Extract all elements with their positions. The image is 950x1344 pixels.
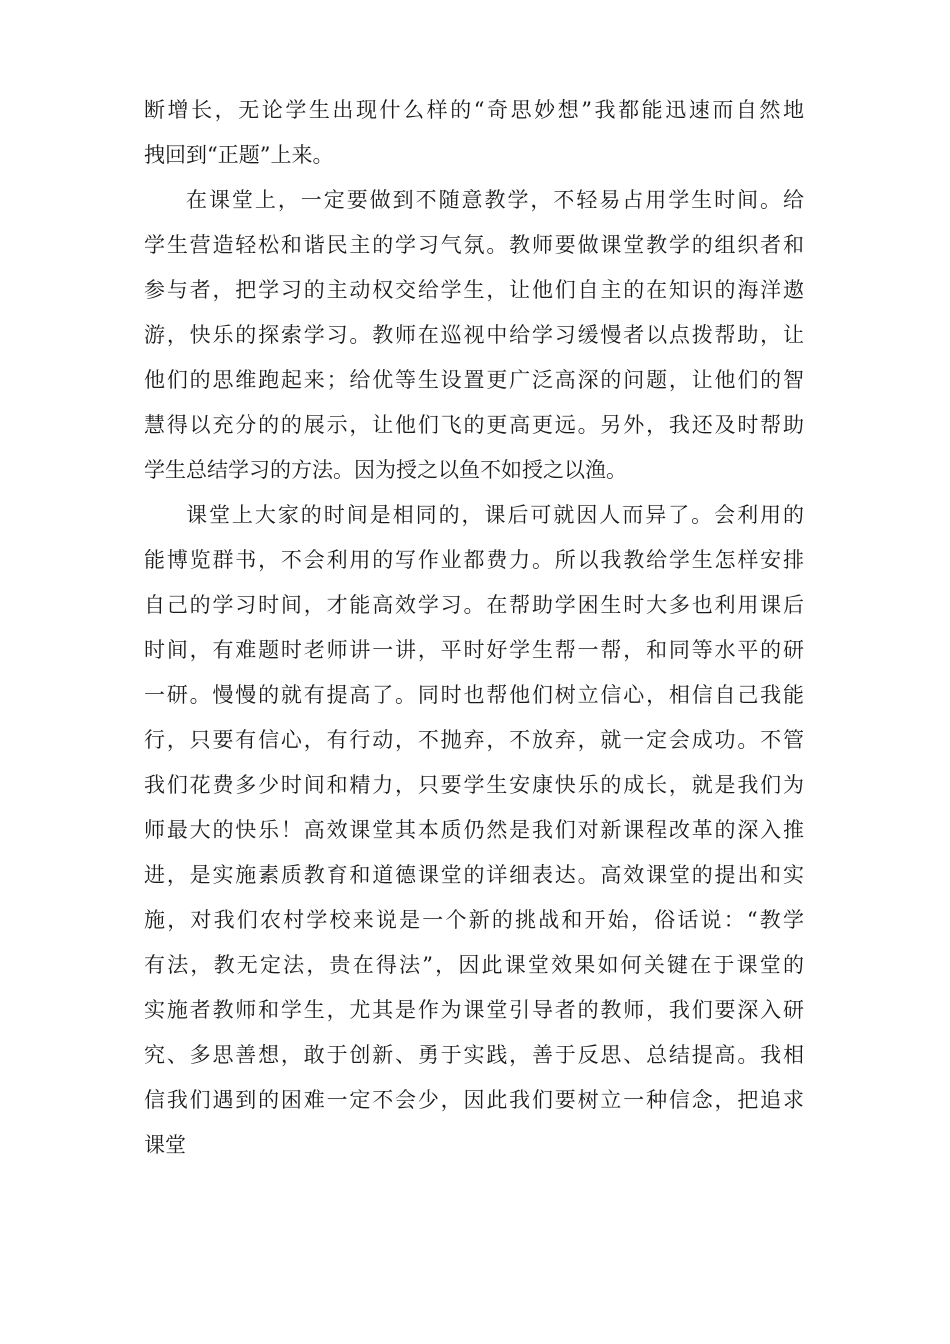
text-line: 游，快乐的探索学习。教师在巡视中给学习缓慢者以点拨帮助，让: [144, 323, 804, 347]
text-line: 课堂: [144, 1133, 186, 1157]
document-body: [144, 88, 804, 1168]
text-line: 进，是实施素质教育和道德课堂的详细表达。高效课堂的提出和实: [144, 863, 804, 887]
text-line: 慧得以充分的的展示，让他们飞的更高更远。另外，我还及时帮助: [144, 413, 804, 437]
text-line: 学生总结学习的方法。因为授之以鱼不如授之以渔。: [144, 458, 627, 482]
text-line: 师最大的快乐！高效课堂其本质仍然是我们对新课程改革的深入推: [144, 818, 804, 842]
text-line: 课堂上大家的时间是相同的，课后可就因人而异了。会利用的: [186, 503, 804, 527]
text-line: 究、多思善想，敢于创新、勇于实践，善于反思、总结提高。我相: [144, 1043, 804, 1067]
text-line: 断增长，无论学生出现什么样的“奇思妙想”我都能迅速而自然地: [144, 98, 804, 122]
text-line: 实施者教师和学生，尤其是作为课堂引导者的教师，我们要深入研: [144, 998, 804, 1022]
text-line: 施，对我们农村学校来说是一个新的挑战和开始，俗话说：“教学: [144, 908, 804, 932]
text-line: 拽回到“正题”上来。: [144, 143, 334, 167]
paragraph-1: [144, 88, 804, 178]
text-line: 行，只要有信心，有行动，不抛弃，不放弃，就一定会成功。不管: [144, 728, 804, 752]
text-line: 自己的学习时间，才能高效学习。在帮助学困生时大多也利用课后: [144, 593, 804, 617]
text-line: 在课堂上，一定要做到不随意教学，不轻易占用学生时间。给: [186, 188, 804, 212]
text-line: 我们花费多少时间和精力，只要学生安康快乐的成长，就是我们为: [144, 773, 804, 797]
text-line: 他们的思维跑起来；给优等生设置更广泛高深的问题，让他们的智: [144, 368, 804, 392]
text-line: 信我们遇到的困难一定不会少，因此我们要树立一种信念，把追求: [144, 1088, 804, 1112]
text-line: 一研。慢慢的就有提高了。同时也帮他们树立信心，相信自己我能: [144, 683, 804, 707]
text-line: 有法，教无定法，贵在得法”，因此课堂效果如何关键在于课堂的: [144, 953, 804, 977]
text-line: 参与者，把学习的主动权交给学生，让他们自主的在知识的海洋遨: [144, 278, 804, 302]
paragraph-3: [144, 493, 804, 1168]
text-line: 学生营造轻松和谐民主的学习气氛。教师要做课堂教学的组织者和: [144, 233, 804, 257]
text-line: 能博览群书，不会利用的写作业都费力。所以我教给学生怎样安排: [144, 548, 804, 572]
text-line: 时间，有难题时老师讲一讲，平时好学生帮一帮，和同等水平的研: [144, 638, 804, 662]
paragraph-2: [144, 178, 804, 493]
